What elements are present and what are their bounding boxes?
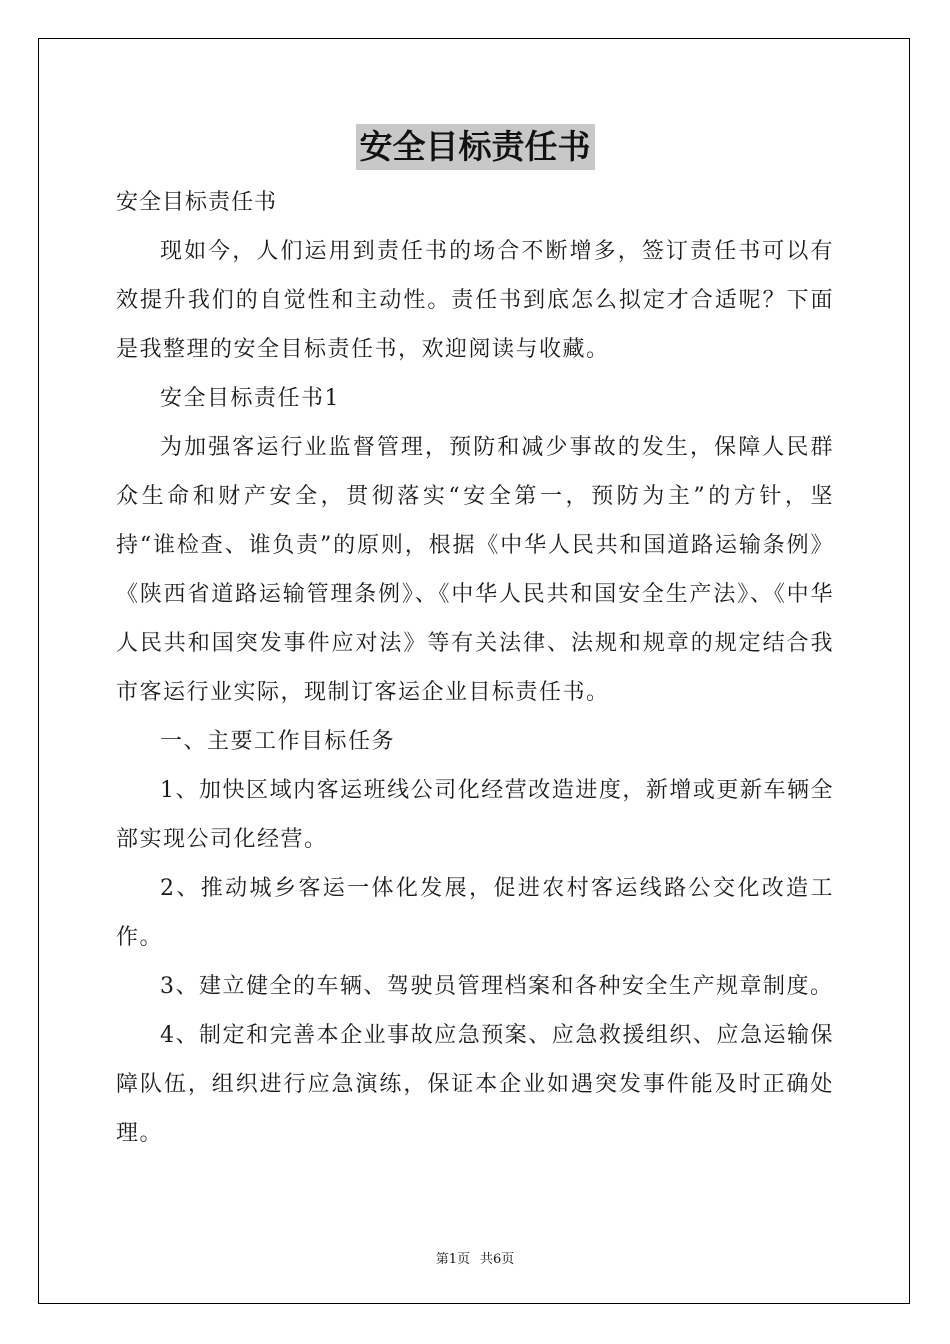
section-heading: 一、主要工作目标任务 [160,729,396,754]
list-item: 3、建立健全的车辆、驾驶员管理档案和各种安全生产规章制度。 [160,974,834,999]
section-title: 安全目标责任书1 [160,386,340,411]
body-paragraph: 为加强客运行业监督管理，预防和减少事故的发生，保障人民群众生命和财产安全，贯彻落实“安全第一，预防为主”的方针，坚持“谁检查、谁负责”的原则，根据《中华人民共和国道路运输条例》《陕西省道路运输管理条例》、《中华人民共和国安全生产法》、《中华人民共和国突发事件应对法》等有关法律、法规和规章的规定结合我市客运行业实际，现制订客运企业目标责任书。 [116,435,834,705]
document-body [116,178,834,1158]
intro-paragraph: 现如今，人们运用到责任书的场合不断增多，签订责任书可以有效提升我们的自觉性和主动性。责任书到底怎么拟定才合适呢？下面是我整理的安全目标责任书，欢迎阅读与收藏。 [116,239,834,362]
list-item: 4、制定和完善本企业事故应急预案、应急救援组织、应急运输保障队伍，组织进行应急演练，保证本企业如遇突发事件能及时正确处理。 [116,1023,834,1146]
list-item: 2、推动城乡客运一体化发展，促进农村客运线路公交化改造工作。 [116,876,834,950]
page-footer [0,1248,950,1267]
document-title: 安全目标责任书 [356,124,595,170]
page-number: 第1页 [435,1252,470,1267]
document-subtitle: 安全目标责任书 [116,190,278,215]
page-total: 共6页 [480,1252,515,1267]
title-container [0,124,950,170]
list-item: 1、加快区域内客运班线公司化经营改造进度，新增或更新车辆全部实现公司化经营。 [116,778,834,852]
